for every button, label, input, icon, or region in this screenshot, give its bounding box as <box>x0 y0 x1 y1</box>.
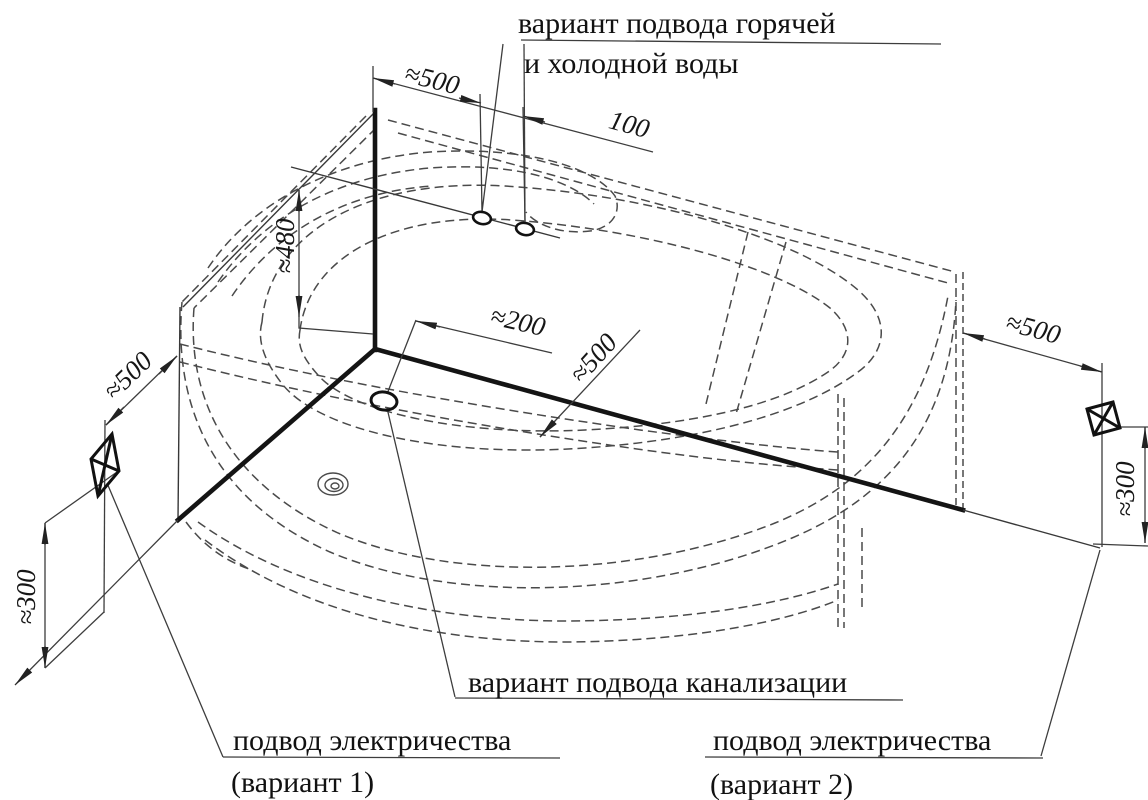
right-wall-baseline <box>375 349 963 510</box>
dimension-left-outlet-offset: ≈500 <box>97 345 159 406</box>
sewage-port-icon <box>370 390 398 411</box>
dimension-pipes-height: ≈480 <box>270 218 300 274</box>
electricity2-label-underline <box>705 757 1043 758</box>
hot-water-port-icon <box>472 210 492 225</box>
left-outlet-leader-line <box>107 483 223 757</box>
tub-back-left-rim-inner <box>194 128 376 308</box>
sewage-label: вариант подвода канализации <box>468 666 848 699</box>
left-wall-far-edge <box>178 307 180 520</box>
hot-cold-water-label-line1: вариант подвода горячей <box>518 7 836 40</box>
tub-bowl-bottom <box>299 219 848 431</box>
left-wall-top-edge <box>183 112 375 307</box>
apron-top-edge-1 <box>180 344 838 452</box>
electricity2-label-line1: подвод электричества <box>713 724 992 757</box>
sewage-leader-line <box>387 408 455 697</box>
tub-front-rim-inner <box>193 296 948 567</box>
dimension-drain-from-wall: ≈500 <box>563 327 623 389</box>
tick <box>45 472 117 523</box>
tick <box>1093 544 1148 546</box>
tub-bowl-edge <box>260 185 881 450</box>
bathtub-outline <box>180 116 963 642</box>
electricity1-label-line1: подвод электричества <box>233 724 512 757</box>
hot-pipe-extension-line <box>480 94 482 212</box>
water-label-underline <box>521 40 941 44</box>
apron-left-curve <box>186 522 252 570</box>
arrow <box>159 356 177 374</box>
electrical-outlet-icon-left <box>91 434 119 496</box>
seat-edge-2 <box>736 242 786 414</box>
left-wall-baseline <box>178 349 375 520</box>
tub-front-rim <box>181 300 956 588</box>
drain-spiral-inner <box>331 483 339 489</box>
dimension-right-outlet-offset: ≈500 <box>1002 306 1064 350</box>
arrow <box>1080 366 1102 372</box>
tub-back-right-rim <box>388 120 955 272</box>
dimension-left-outlet-height: ≈300 <box>11 569 41 625</box>
reference-lines <box>104 40 1102 758</box>
arrow <box>416 321 440 327</box>
right-baseline-extension <box>963 510 1100 548</box>
cold-water-port-icon <box>515 221 535 236</box>
hot-cold-water-label-line2: и холодной воды <box>524 47 739 80</box>
arrow <box>540 421 555 437</box>
electricity1-label-line2: (вариант 1) <box>231 766 375 799</box>
arrow <box>373 78 395 84</box>
right-outlet-leader-line <box>1041 550 1100 756</box>
electricity1-label-underline <box>223 757 560 758</box>
tick <box>45 612 104 668</box>
hot-pipe-leader-line <box>482 44 503 212</box>
electrical-outlet-icon-right <box>1087 402 1120 435</box>
pipes-height-bottom-tick <box>299 317 373 334</box>
arrow <box>963 333 985 339</box>
dimension-pipe-spacing: 100 <box>605 104 653 145</box>
apron-bottom-edge-inner <box>198 522 838 621</box>
dimension-drain-from-corner: ≈200 <box>487 300 549 343</box>
electricity2-label-line2: (вариант 2) <box>710 768 854 800</box>
walls <box>15 110 1100 685</box>
dimension-right-outlet-height: ≈300 <box>1110 461 1140 517</box>
left-outlet-mounting-line <box>104 420 105 613</box>
dimension-wall-to-pipes: ≈500 <box>401 58 463 101</box>
seat-edge-1 <box>706 232 748 404</box>
arrow <box>106 407 124 425</box>
